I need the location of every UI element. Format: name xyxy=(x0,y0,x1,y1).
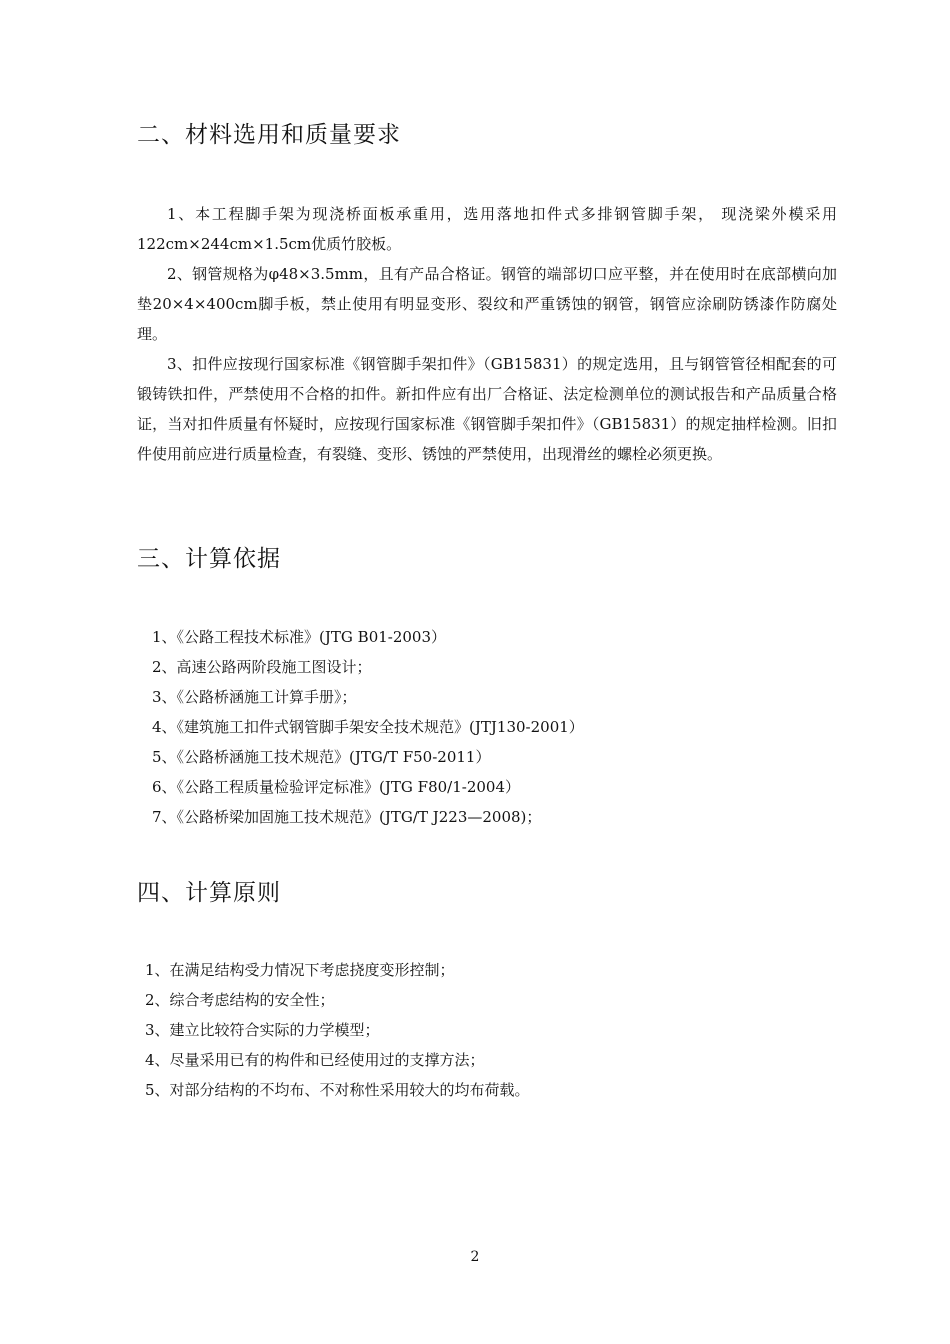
list-item: 4、尽量采用已有的构件和已经使用过的支撑方法； xyxy=(145,1051,485,1069)
list-item: 2、综合考虑结构的安全性； xyxy=(145,991,335,1009)
materials-paragraph-2: 2、钢管规格为φ48×3.5mm，且有产品合格证。钢管的端部切口应平整，并在使用时在底部横向加垫20×4×400cm脚手板，禁止使用有明显变形、裂纹和严重锈蚀的钢管，钢管应涂刷防锈漆作防腐处理。 xyxy=(137,265,837,343)
list-item: 1、在满足结构受力情况下考虑挠度变形控制； xyxy=(145,961,455,979)
list-item: 3、《公路桥涵施工计算手册》； xyxy=(152,688,357,706)
materials-paragraph-3: 3、扣件应按现行国家标准《钢管脚手架扣件》（GB15831）的规定选用，且与钢管管径相配套的可锻铸铁扣件，严禁使用不合格的扣件。新扣件应有出厂合格证、法定检测单位的测试报告和产品质量合格证，当对扣件质量有怀疑时，应按现行国家标准《钢管脚手架扣件》（GB15831）的规定抽样检测。旧扣件使用前应进行质量检查，有裂缝、变形、锈蚀的严禁使用，出现滑丝的螺栓必须更换。 xyxy=(137,355,837,463)
section-heading-basis: 三、计算依据 xyxy=(137,546,281,572)
list-item: 5、对部分结构的不均布、不对称性采用较大的均布荷载。 xyxy=(145,1081,530,1099)
page-number: 2 xyxy=(470,1249,480,1265)
basis-list xyxy=(152,622,584,832)
section-heading-principles: 四、计算原则 xyxy=(137,880,281,906)
list-item: 4、《建筑施工扣件式钢管脚手架安全技术规范》(JTJ130-2001） xyxy=(152,718,584,736)
section-heading-materials: 二、材料选用和质量要求 xyxy=(137,122,401,148)
list-item: 6、《公路工程质量检验评定标准》(JTG F80/1-2004） xyxy=(152,778,520,796)
list-item: 3、建立比较符合实际的力学模型； xyxy=(145,1021,380,1039)
list-item: 5、《公路桥涵施工技术规范》(JTG/T F50-2011） xyxy=(152,748,491,766)
materials-paragraph-1: 1、本工程脚手架为现浇桥面板承重用，选用落地扣件式多排钢管脚手架， 现浇梁外模采用122cm×244cm×1.5cm优质竹胶板。 xyxy=(137,205,837,253)
list-item: 7、《公路桥梁加固施工技术规范》(JTG/T J223—2008)； xyxy=(152,808,542,826)
list-item: 1、《公路工程技术标准》(JTG B01-2003） xyxy=(152,628,447,646)
principles-list xyxy=(145,955,530,1105)
list-item: 2、高速公路两阶段施工图设计； xyxy=(152,658,372,676)
